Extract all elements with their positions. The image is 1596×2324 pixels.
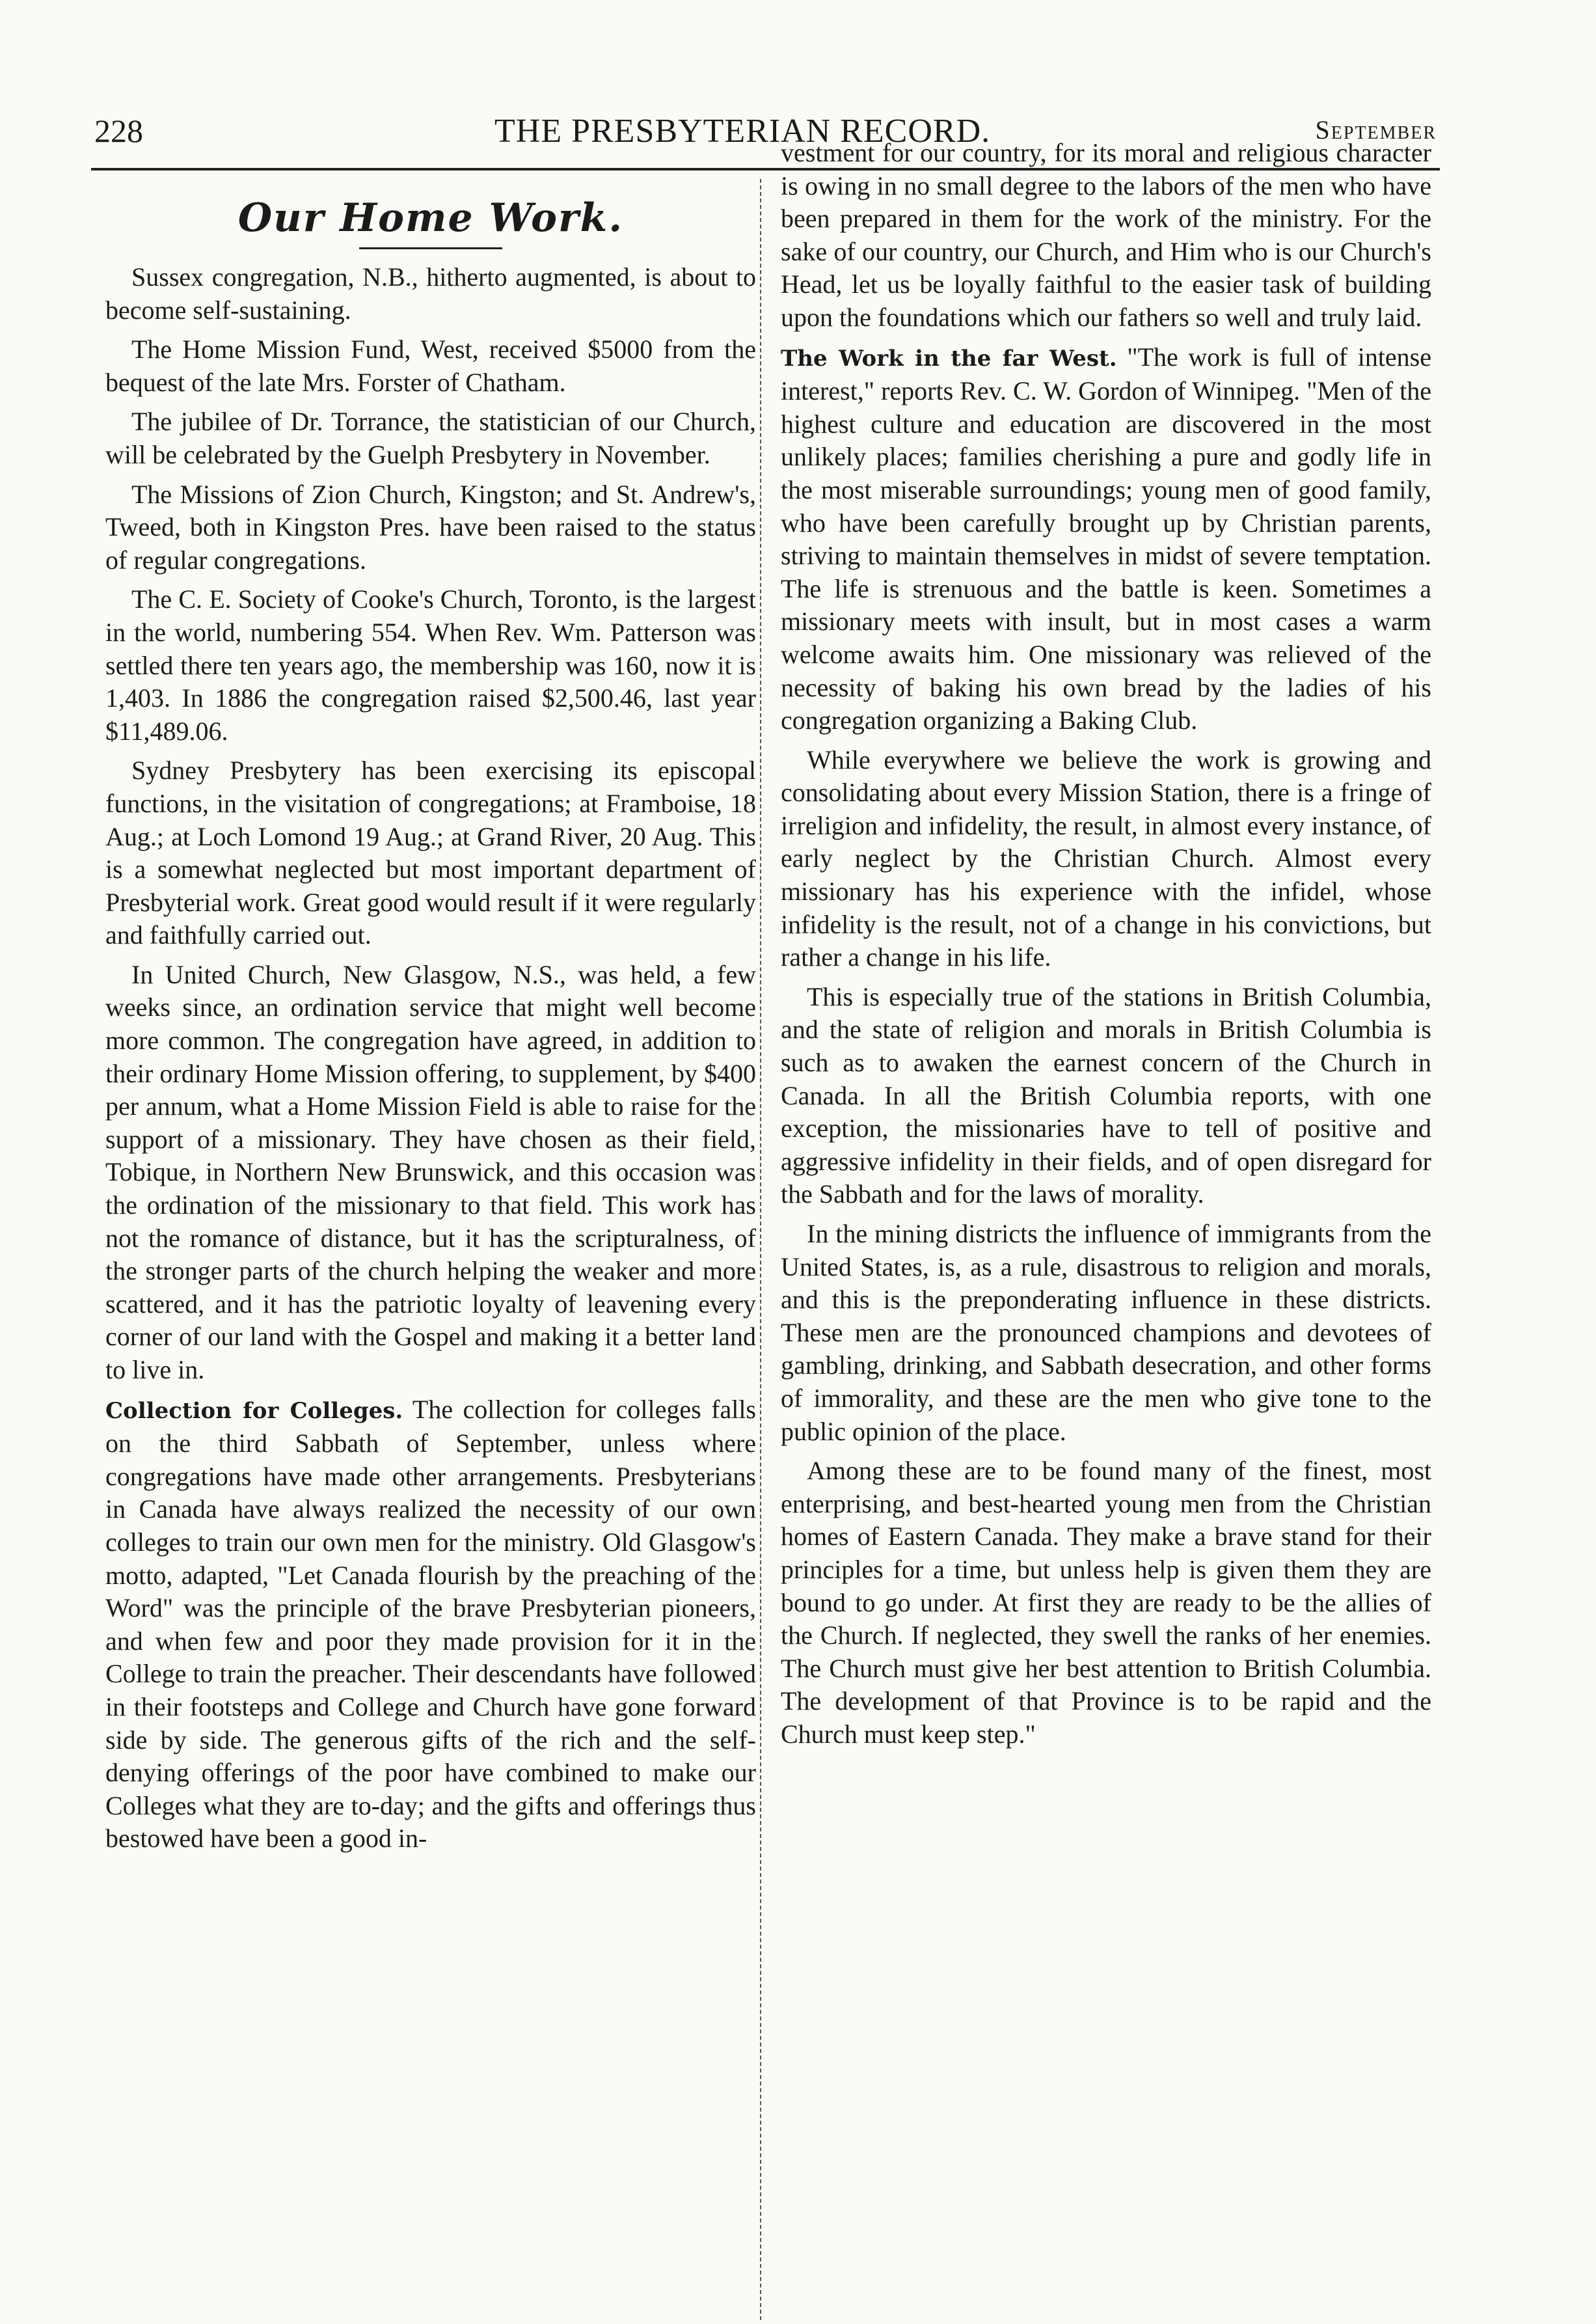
article-paragraph: Among these are to be found many of the finest, most enterprising, and best-hearted young men from the Christian homes of Eastern Canada. They make a brave stand for their principles for a time, but unless help is given them they are bound to go under. At first they are ready to be the allies of the Church. If neglected, they swell the ranks of her enemies. The Church must give her best attention to British Columbia. The development of that Province is to be rapid and the Church must keep step."	[781, 1456, 1431, 1749]
right-column	[781, 137, 1431, 1751]
colleges-side-label: Collection for Colleges.	[105, 1397, 403, 1424]
news-item: In United Church, New Glasgow, N.S., was held, a few weeks since, an ordination service that might well become more common. The congregation have agreed, in addition to their ordinary Home Mission offering, to supplement, by $400 per annum, what a Home Mission Field is able to raise for the support of a missionary. They have chosen as their field, Tobique, in Northern New Brunswick, and this occasion was the ordination of the missionary to that field. This work has not the romance of distance, but it has the scripturalness, of the stronger parts of the church helping the weaker and more scattered, and it has the patriotic loyalty of leavening every corner of our land with the Gospel and making it a better land to live in.	[105, 959, 756, 1384]
article-paragraph: In the mining districts the influence of immigrants from the United States, is, as a rule, disastrous to religion and morals, and this is the preponderating influence in these districts. These men are the pronounced champions and devotees of gambling, drinking, and Sabbath desecration, and other forms of immorality, and these are the men who give tone to the public opinion of the place.	[781, 1219, 1431, 1446]
far-west-text: "The work is full of intense interest," reports Rev. C. W. Gordon of Winnipeg. "Men of the highest culture and education are discovered in the most unlikely places; families cherishing a pure and godly life in the most miserable surroundings; young men of good family, who have been carefully brought up by Christian parents, striving to maintain themselves in midst of severe temptation. The life is strenuous and the battle is keen. Sometimes a missionary meets with insult, but in most cases a warm welcome awaits him. One missionary was relieved of the necessity of baking his own bread by the ladies of his congregation organizing a Baking Club.	[781, 342, 1432, 735]
article-paragraph: While everywhere we believe the work is growing and consolidating about every Mission Station, there is a fringe of irreligion and infidelity, the result, in almost every instance, of early neglect by the Christian Church. Almost every missionary has his experience with the infidel, whose infidelity is the result, not of a change in his convictions, but rather a change in his life.	[781, 745, 1431, 972]
far-west-side-label: The Work in the far West.	[781, 345, 1117, 372]
section-title: Our Home Work.	[237, 195, 624, 241]
page-number: 228	[94, 113, 143, 149]
colleges-paragraph	[105, 1393, 756, 1855]
news-item: The Missions of Zion Church, Kingston; and St. Andrew's, Tweed, both in Kingston Pres. have been raised to the status of regular congregations.	[105, 479, 756, 575]
article-paragraph: This is especially true of the stations in British Columbia, and the state of religion and morals in British Columbia is such as to awaken the earnest concern of the Church in Canada. In all the British Columbia reports, with one exception, the missionaries have to tell of positive and aggressive infidelity in their fields, and of open disregard for the Sabbath and for the laws of morality.	[781, 981, 1431, 1209]
section-title-rule	[359, 247, 502, 249]
column-divider	[760, 179, 761, 2320]
left-column	[105, 176, 756, 1855]
colleges-text: The collection for colleges falls on the third Sabbath of September, unless where congregations have made other arrangements. Presbyterians in Canada have always realized the necessity of our own colleges to train our own men for the ministry. Old Glasgow's motto, adapted, "Let Canada flourish by the preaching of the Word" was the principle of the brave Presbyterian pioneers, and when few and poor they made provision for it in the College to train the preacher. Their descendants have followed in their footsteps and College and Church have gone forward side by side. The generous gifts of the rich and the self-denying offerings of the poor have combined to make our Colleges what they are to-day; and the gifts and offerings thus bestowed have been a good in-	[105, 1394, 756, 1853]
continued-paragraph: vestment for our country, for its moral and religious character is owing in no small degree to the labors of the men who have been prepared in them for the work of the ministry. For the sake of our country, our Church, and Him who is our Church's Head, let us be loyally faithful to the easier task of building upon the foundations which our fathers so well and truly laid.	[781, 138, 1431, 332]
news-item: The C. E. Society of Cooke's Church, Toronto, is the largest in the world, numbering 554. When Rev. Wm. Patterson was settled there ten years ago, the membership was 160, now it is 1,403. In 1886 the congregation raised $2,500.46, last year $11,489.06.	[105, 584, 756, 746]
issue-month: September	[1315, 115, 1437, 144]
news-item: Sussex congregation, N.B., hitherto augmented, is about to become self-sustaining.	[105, 262, 756, 325]
news-item: Sydney Presbytery has been exercising its episcopal functions, in the visitation of congregations; at Framboise, 18 Aug.; at Loch Lomond 19 Aug.; at Grand River, 20 Aug. This is a somewhat neglected but most important department of Presbyterial work. Great good would result if it were regularly and faithfully carried out.	[105, 756, 756, 950]
news-item: The jubilee of Dr. Torrance, the statistician of our Church, will be celebrated by the Guelph Presbytery in November.	[105, 407, 756, 469]
far-west-paragraph	[781, 341, 1431, 737]
running-header	[0, 0, 1596, 156]
journal-title: THE PRESBYTERIAN RECORD.	[494, 113, 991, 150]
news-item: The Home Mission Fund, West, received $5000 from the bequest of the late Mrs. Forster of Chatham.	[105, 335, 756, 397]
